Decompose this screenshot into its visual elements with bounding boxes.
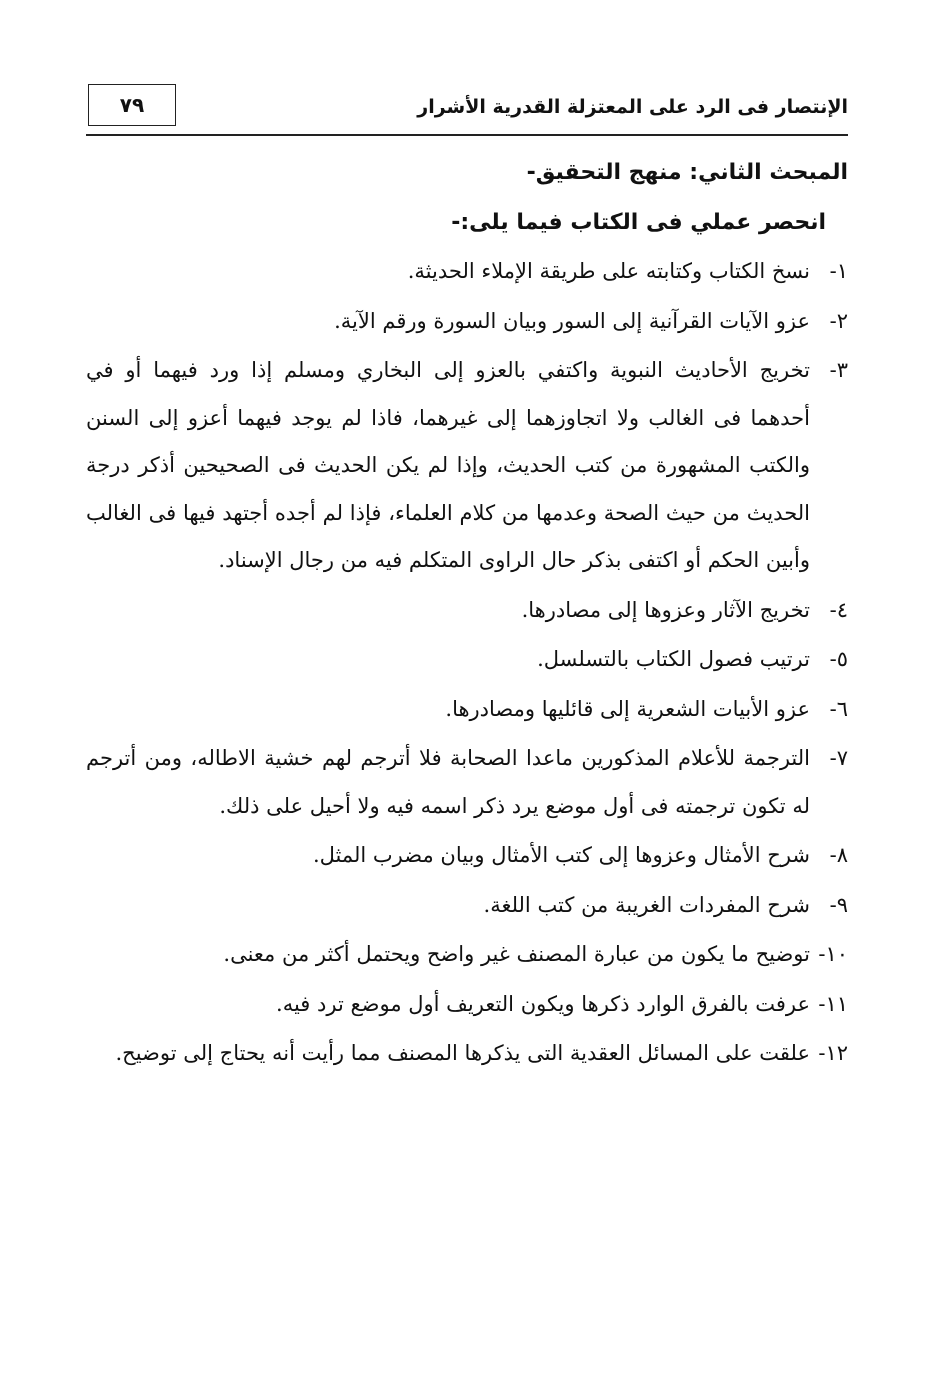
list-item-number: ٤- bbox=[829, 597, 848, 622]
list-item-number: ٦- bbox=[829, 696, 848, 721]
list-item bbox=[86, 931, 848, 979]
list-item bbox=[86, 686, 848, 734]
methodology-list bbox=[86, 248, 848, 1078]
section-intro: انحصر عملي فى الكتاب فيما يلى:- bbox=[451, 210, 826, 235]
list-item-number: ١١- bbox=[818, 991, 848, 1016]
list-item-number: ٨- bbox=[829, 843, 848, 867]
list-item-number: ٩- bbox=[829, 892, 848, 917]
list-item-text: عزو الأبيات الشعرية إلى قائليها ومصادرها. bbox=[445, 696, 810, 721]
list-item-text: تخريج الأحاديث النبوية واكتفي بالعزو إلى البخاري ومسلم إذا ورد فيهما أو في أحدهما فى الغالب ولا اتجاوزهما إلى غيرهما، فاذا لم يوجد فيهما أعزو إلى السنن والكتب المشهورة من كتب الحديث، وإذا لم يكن الحديث فى الصحيحين أذكر درجة الحديث من حيث الصحة وعدمها من كلام العلماء، فإذا لم أجده أجتهد فيها فى الغالب وأبين الحكم أو اكتفى بذكر حال الراوى المتكلم فيه من رجال الإسناد. bbox=[86, 358, 810, 572]
list-item-number: ٣- bbox=[829, 358, 848, 382]
list-item-number: ٢- bbox=[829, 308, 848, 333]
list-item bbox=[86, 636, 848, 684]
list-item bbox=[86, 981, 848, 1029]
header-divider bbox=[86, 134, 848, 136]
list-item bbox=[86, 735, 848, 830]
list-item bbox=[86, 298, 848, 346]
list-item-number: ١٠- bbox=[818, 942, 848, 966]
list-item bbox=[86, 1030, 848, 1078]
list-item bbox=[86, 882, 848, 930]
list-item-text: تخريج الآثار وعزوها إلى مصادرها. bbox=[521, 597, 810, 622]
list-item bbox=[86, 587, 848, 635]
list-item-text: علقت على المسائل العقدية التى يذكرها المصنف مما رأيت أنه يحتاج إلى توضيح. bbox=[115, 1041, 810, 1065]
list-item-text: عزو الآيات القرآنية إلى السور وبيان السورة ورقم الآية. bbox=[334, 308, 810, 333]
list-item-number: ١- bbox=[829, 259, 848, 283]
list-item bbox=[86, 832, 848, 880]
running-header bbox=[86, 84, 848, 134]
list-item-text: عرفت بالفرق الوارد ذكرها ويكون التعريف أول موضع ترد فيه. bbox=[276, 991, 810, 1016]
list-item-text: ترتيب فصول الكتاب بالتسلسل. bbox=[537, 647, 810, 671]
list-item-number: ١٢- bbox=[818, 1041, 848, 1065]
list-item bbox=[86, 248, 848, 296]
running-title: الإنتصار فى الرد على المعتزلة القدرية الأشرار bbox=[417, 96, 848, 118]
list-item-number: ٥- bbox=[829, 647, 848, 671]
list-item-text: شرح المفردات الغريبة من كتب اللغة. bbox=[483, 892, 810, 917]
list-item-text: شرح الأمثال وعزوها إلى كتب الأمثال وبيان مضرب المثل. bbox=[312, 843, 810, 867]
list-item-text: توضيح ما يكون من عبارة المصنف غير واضح ويحتمل أكثر من معنى. bbox=[223, 942, 810, 966]
list-item bbox=[86, 347, 848, 585]
page-body bbox=[86, 148, 848, 1080]
list-item-text: نسخ الكتاب وكتابته على طريقة الإملاء الحديثة. bbox=[407, 259, 810, 283]
list-item-text: الترجمة للأعلام المذكورين ماعدا الصحابة فلا أترجم لهم خشية الاطاله، ومن أترجم له تكون ترجمته فى أول موضع يرد ذكر اسمه فيه ولا أحيل على ذلك. bbox=[86, 746, 810, 818]
page-number: ٧٩ bbox=[88, 84, 176, 126]
list-item-number: ٧- bbox=[829, 746, 848, 770]
section-heading: المبحث الثاني: منهج التحقيق- bbox=[526, 160, 848, 185]
